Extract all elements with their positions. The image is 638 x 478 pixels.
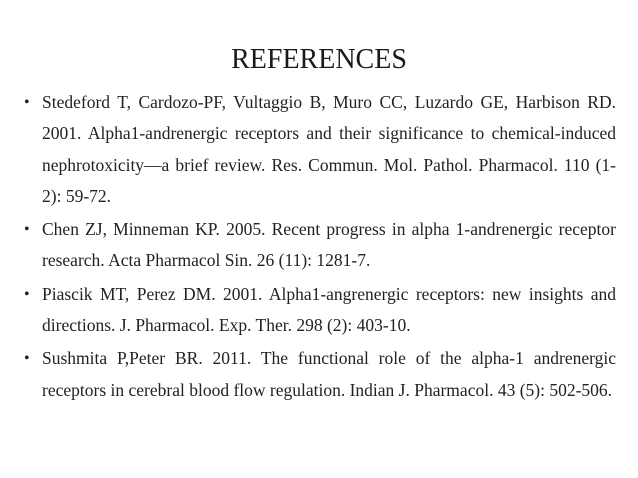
bullet-icon: •	[24, 221, 30, 239]
reference-item	[24, 214, 616, 277]
slide-title: REFERENCES	[231, 44, 407, 75]
reference-item	[24, 279, 616, 342]
reference-item	[24, 343, 616, 406]
references-list	[24, 87, 616, 408]
bullet-icon: •	[24, 350, 30, 368]
bullet-icon: •	[24, 94, 30, 111]
reference-text: Chen ZJ, Minneman KP. 2005. Recent progress in alpha 1-andrenergic receptor research. Acta Pharmacol Sin. 26 (11): 1281-7.	[42, 219, 616, 271]
reference-item	[24, 87, 616, 212]
reference-text: Piascik MT, Perez DM. 2001. Alpha1-angrenergic receptors: new insights and directions. J. Pharmacol. Exp. Ther. 298 (2): 403-10.	[42, 283, 616, 336]
reference-text: Stedeford T, Cardozo-PF, Vultaggio B, Muro CC, Luzardo GE, Harbison RD. 2001. Alpha1-andrenergic receptors and their significance to chemical-induced nephrotoxicity—a brief review. Res. Commun. Mol. Pathol. Pharmacol. 110 (1-2): 59-72.	[42, 92, 616, 206]
reference-text: Sushmita P,Peter BR. 2011. The functional role of the alpha-1 andrenergic receptors in cerebral blood flow regulation. Indian J. Pharmacol. 43 (5): 502-506.	[42, 348, 616, 400]
bullet-icon: •	[24, 285, 30, 303]
